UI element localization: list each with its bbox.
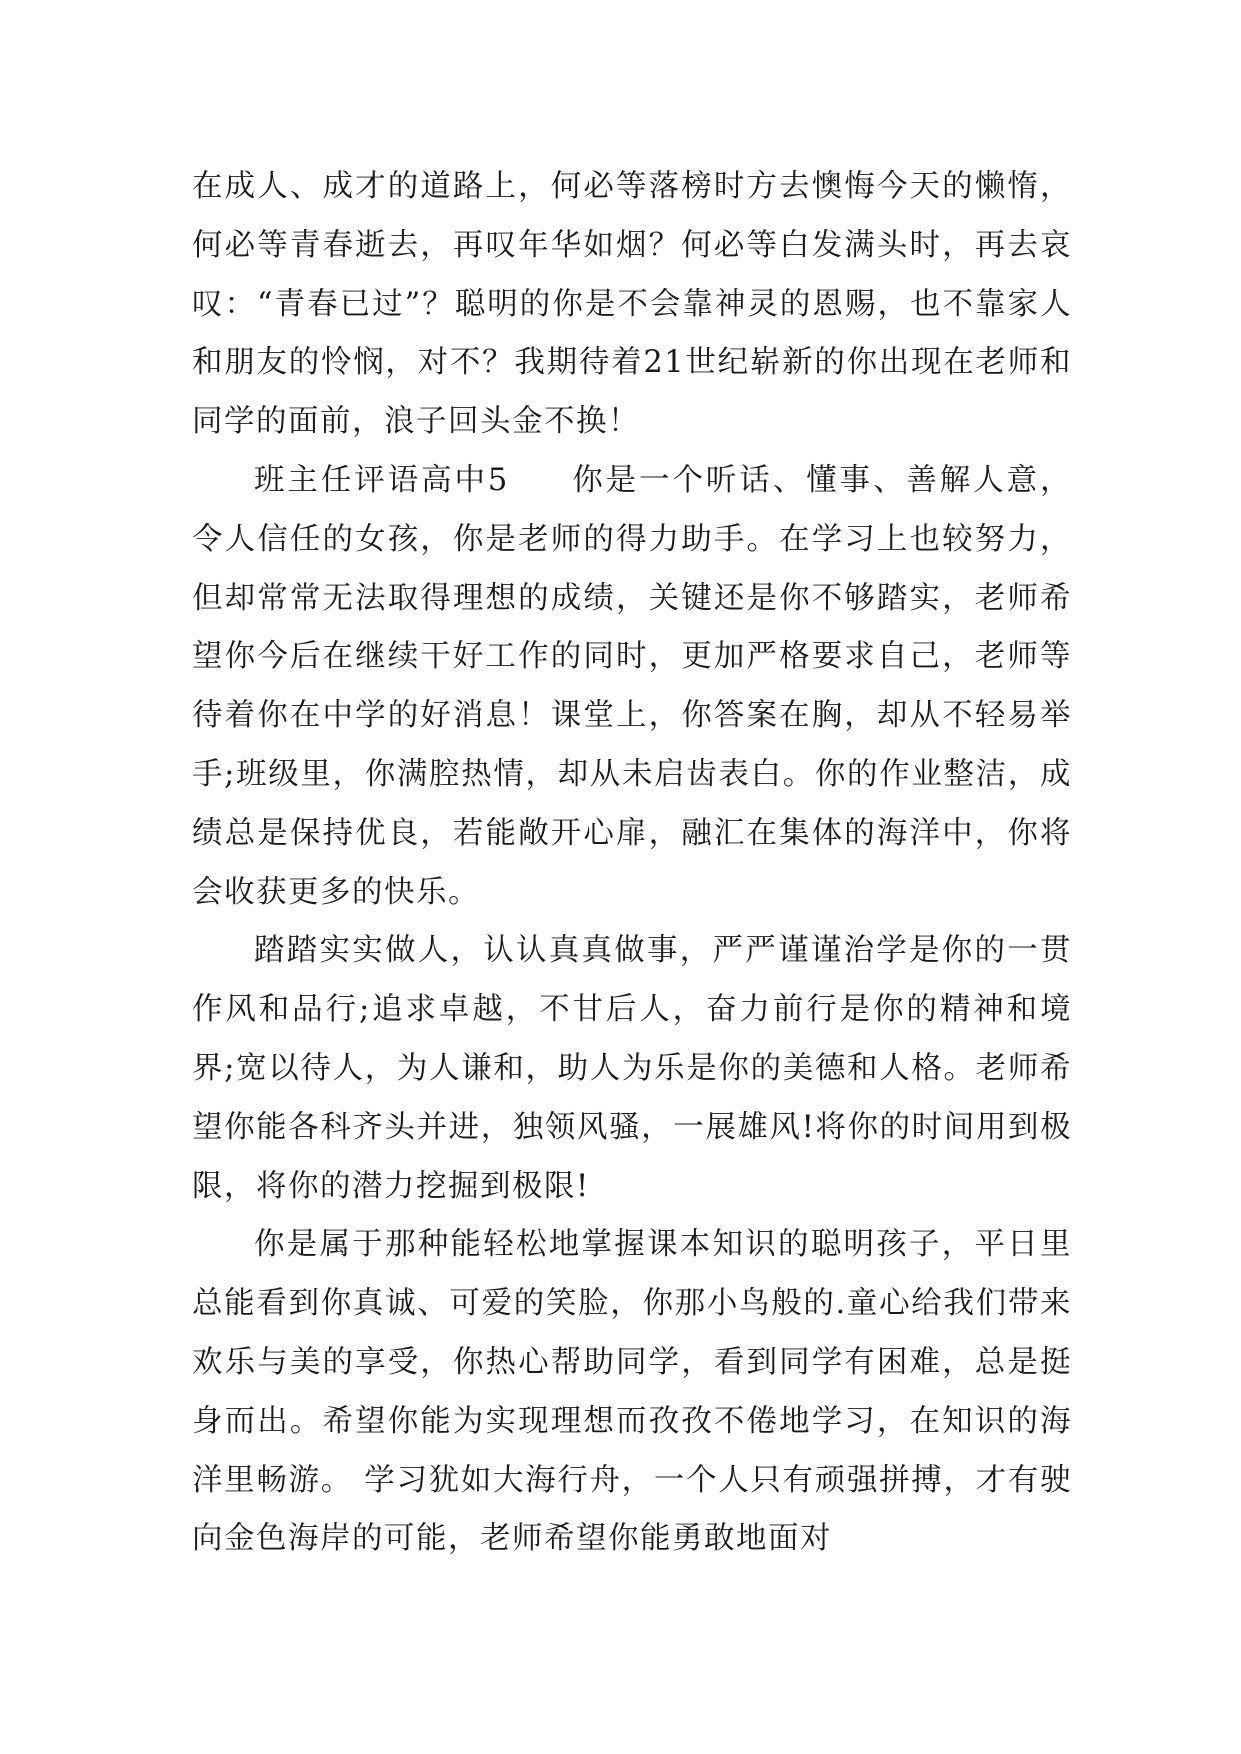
paragraph-1	[192, 158, 1072, 452]
paragraph-2-text: 你是一个听话、懂事、善解人意，令人信任的女孩，你是老师的得力助手。在学习上也较努力，但却常常无法取得理想的成绩，关键还是你不够踏实，老师希望你今后在继续干好工作的同时，更加严格要求自己，老师等待着你在中学的好消息！课堂上，你答案在胸，却从不轻易举手;班级里，你满腔热情，却从未启齿表白。你的作业整洁，成绩总是保持优良，若能敞开心扉，融汇在集体的海洋中，你将会收获更多的快乐。	[192, 462, 1073, 910]
paragraph-1-text: 在成人、成才的道路上，何必等落榜时方去懊悔今天的懒惰，何必等青春逝去，再叹年华如烟？何必等白发满头时，再去哀叹：“青春已过”？聪明的你是不会靠神灵的恩赐，也不靠家人和朋友的怜悯，对不？我期待着21世纪崭新的你出现在老师和同学的面前，浪子回头金不换！	[192, 169, 1072, 440]
paragraph-4-text: 你是属于那种能轻松地掌握课本知识的聪明孩子，平日里总能看到你真诚、可爱的笑脸，你那小鸟般的.童心给我们带来欢乐与美的享受，你热心帮助同学，看到同学有困难，总是挺身而出。希望你能为实现理想而孜孜不倦地学习，在知识的海洋里畅游。 学习犹如大海行舟，一个人只有顽强拼搏，才有驶向金色海岸的可能，老师希望你能勇敢地面对	[192, 1227, 1072, 1557]
paragraph-3	[192, 922, 1072, 1216]
section-title: 班主任评语高中5	[254, 462, 509, 498]
paragraph-3-text: 踏踏实实做人，认认真真做事，严严谨谨治学是你的一贯作风和品行;追求卓越，不甘后人，奋力前行是你的精神和境界;宽以待人，为人谦和，助人为乐是你的美德和人格。老师希望你能各科齐头并进，独领风骚，一展雄风!将你的时间用到极限，将你的潜力挖掘到极限!	[192, 933, 1072, 1204]
paragraph-2	[192, 452, 1072, 922]
paragraph-4	[192, 1216, 1072, 1569]
document-body	[192, 158, 1072, 1569]
